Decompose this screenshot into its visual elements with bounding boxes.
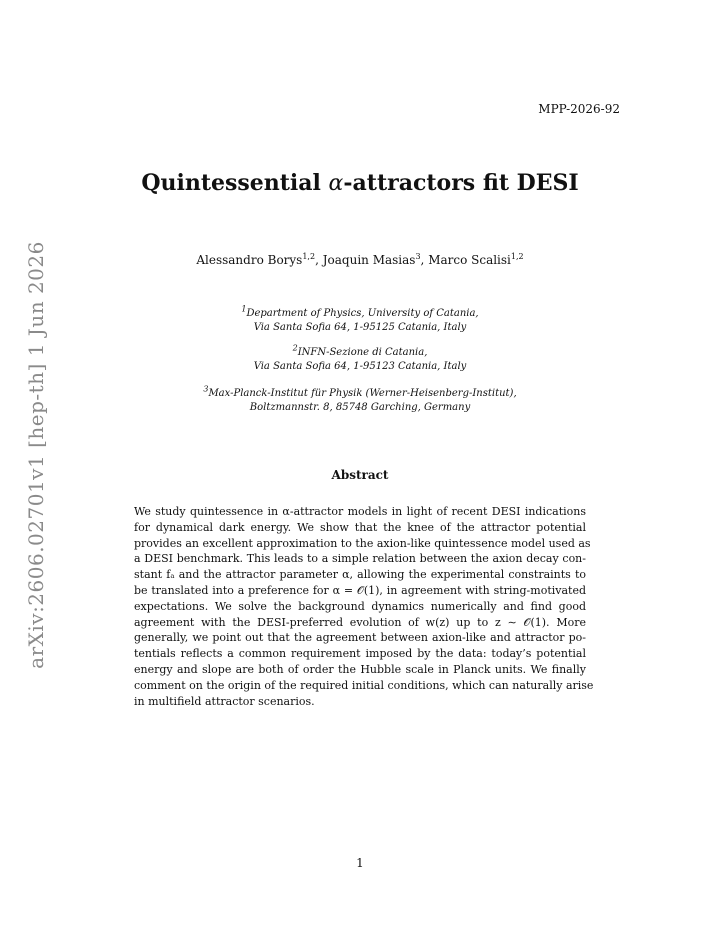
affiliation-line: Max-Planck-Institut für Physik (Werner-Heisenberg-Institut), bbox=[208, 388, 517, 399]
title-alpha-symbol: α bbox=[328, 171, 344, 196]
affiliation-2 bbox=[0, 343, 720, 374]
affiliation-1 bbox=[0, 304, 720, 335]
abstract-line: a DESI benchmark. This leads to a simple relation between the axion decay con- bbox=[134, 552, 586, 566]
affiliation-line: Boltzmannstr. 8, 85748 Garching, Germany bbox=[249, 402, 471, 413]
abstract-heading: Abstract bbox=[331, 468, 389, 482]
abstract-line: comment on the origin of the required initial conditions, which can naturally arise bbox=[134, 678, 594, 692]
abstract-line: provides an excellent approximation to the axion-like quintessence model used as bbox=[134, 536, 591, 550]
affiliation-3 bbox=[0, 384, 720, 415]
affiliation-line: Department of Physics, University of Catania, bbox=[246, 308, 479, 319]
author-name: Marco Scalisi bbox=[428, 253, 511, 267]
affiliation-mark: 2 bbox=[292, 343, 298, 353]
report-number: MPP-2026-92 bbox=[538, 102, 620, 116]
title-part-2: -attractors fit DESI bbox=[343, 170, 579, 196]
affiliation-line: INFN-Sezione di Catania, bbox=[297, 347, 428, 358]
title-part-1: Quintessential bbox=[141, 170, 329, 196]
author-name: Joaquin Masias bbox=[322, 253, 416, 267]
abstract-line: for dynamical dark energy. We show that the knee of the attractor potential bbox=[134, 520, 586, 534]
abstract-line: expectations. We solve the background dynamics numerically and find good bbox=[134, 599, 586, 613]
abstract-body bbox=[134, 504, 594, 709]
affiliation-mark: 3 bbox=[203, 384, 209, 394]
page-number: 1 bbox=[356, 856, 364, 870]
abstract-line: tentials reflects a common requirement imposed by the data: today’s potential bbox=[134, 647, 586, 661]
affiliation-line: Via Santa Sofia 64, 1-95125 Catania, Italy bbox=[253, 322, 467, 333]
author-name: Alessandro Borys bbox=[196, 253, 303, 267]
author-separator: , bbox=[315, 253, 323, 267]
author-separator: , bbox=[420, 253, 429, 267]
abstract-line: energy and slope are both of order the Hubble scale in Planck units. We finally bbox=[134, 662, 586, 676]
author-affiliation-mark: 3 bbox=[415, 252, 421, 261]
author-affiliation-mark: 1,2 bbox=[302, 252, 316, 261]
affiliation-line: Via Santa Sofia 64, 1-95123 Catania, Italy bbox=[253, 361, 467, 372]
abstract-line: generally, we point out that the agreement between axion-like and attractor po- bbox=[134, 631, 586, 645]
paper-title bbox=[0, 170, 720, 196]
author-list bbox=[0, 253, 720, 267]
abstract-line: agreement with the DESI-preferred evolution of w(z) up to z ∼ 𝒪(1). More bbox=[134, 615, 586, 629]
abstract-line: stant fₐ and the attractor parameter α, allowing the experimental constraints to bbox=[134, 568, 586, 582]
abstract-line: be translated into a preference for α = 𝒪(1), in agreement with string-motivated bbox=[134, 583, 586, 597]
abstract-line: We study quintessence in α-attractor models in light of recent DESI indications bbox=[134, 505, 586, 518]
author-affiliation-mark: 1,2 bbox=[510, 252, 524, 261]
affiliation-mark: 1 bbox=[241, 304, 247, 314]
abstract-line: in multifield attractor scenarios. bbox=[134, 694, 315, 708]
arxiv-stamp: arXiv:2606.02701v1 [hep-th] 1 Jun 2026 bbox=[24, 241, 48, 669]
